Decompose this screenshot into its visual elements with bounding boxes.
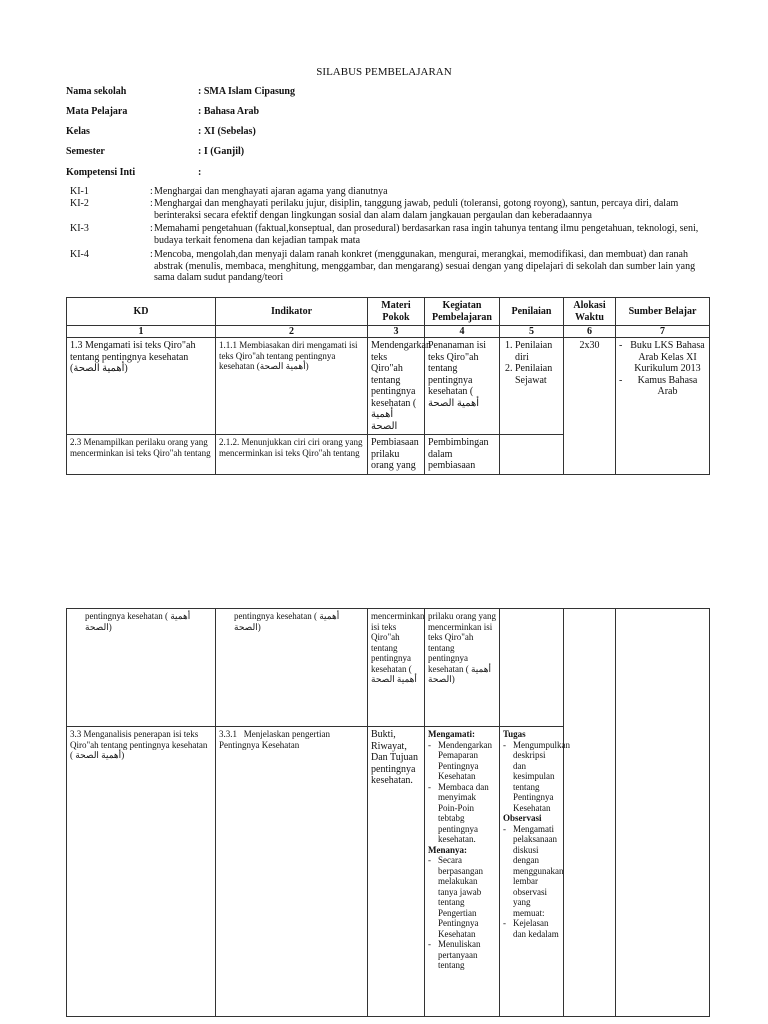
meta-label-ki: Kompetensi Inti	[66, 167, 136, 178]
table-row	[67, 338, 710, 435]
header-alokasi: Alokasi Waktu	[564, 298, 616, 326]
cell-kegiatan: Pembimbingan dalam pembiasaan	[425, 435, 500, 475]
header-indikator: Indikator	[216, 298, 368, 326]
cell-penilaian	[500, 338, 564, 435]
cell-alokasi	[564, 609, 616, 1017]
list-item: - Mengamati pelaksanaan diskusi dengan menggunakan lembar observasi yang memuat:	[503, 824, 560, 919]
cell-kd: 2.3 Menampilkan perilaku orang yang mencerminkan isi teks Qiro"ah tentang	[67, 435, 216, 475]
cell-indikator: 2.1.2. Menunjukkan ciri ciri orang yang mencerminkan isi teks Qiro"ah tentang	[216, 435, 368, 475]
ki-text: Menghargai dan menghayati ajaran agama yang dianutnya	[154, 186, 388, 197]
ki-text: Mencoba, mengolah,dan menyaji dalam ranah konkret (menggunakan, mengurai, merangkai, memodifikasi, dan membuat) dan ranah abstrak (menulis, membaca, menghitung, menggambar, dan mengarang) sesuai dengan yang dipelajari di sekolah dan sumber lain yang sama dalam sudut pandang/teori	[154, 249, 696, 283]
meta-value-semester: : I (Ganjil)	[198, 146, 245, 157]
cell-sumber	[616, 609, 710, 1017]
observasi-label: Observasi	[503, 813, 542, 823]
ki-code: KI-4	[70, 249, 89, 260]
cell-indikator: pentingnya kesehatan ( أهمية الصحة)	[216, 609, 368, 727]
cell-kegiatan: Penanaman isi teks Qiro"ah tentang pentingnya kesehatan ( أهمية الصحة	[425, 338, 500, 435]
column-number: 3	[368, 326, 425, 338]
column-number: 7	[616, 326, 710, 338]
meta-value-subject: : Bahasa Arab	[198, 106, 260, 117]
cell-materi: Bukti, Riwayat, Dan Tujuan pentingnya kesehatan.	[368, 727, 425, 1017]
list-item: - Secara berpasangan melakukan tanya jawab tentang Pengertian Pentingnya Kesehatan	[428, 855, 496, 939]
cell-indikator: 1.1.1 Membiasakan diri mengamati isi teks Qiro"ah tentang pentingnya kesehatan (أهمية الصحة)	[216, 338, 368, 435]
menanya-label: Menanya:	[428, 844, 467, 855]
ki-text: Memahami pengetahuan (faktual,konseptual, dan prosedural) berdasarkan rasa ingin tahunya tentang ilmu pengetahuan, teknologi, seni, budaya terkait fenomena dan kejadian tampak mata	[154, 223, 699, 246]
meta-label-semester: Semester	[66, 146, 105, 157]
tugas-label: Tugas	[503, 729, 526, 739]
meta-value-school: : SMA Islam Cipasung	[198, 86, 295, 97]
cell-penilaian	[500, 609, 564, 727]
list-item: - Membaca dan menyimak Poin-Poin tebtabg pentingnya kesehatan.	[428, 782, 496, 845]
header-kegiatan: Kegiatan Pembelajaran	[425, 298, 500, 326]
meta-label-class: Kelas	[66, 126, 90, 137]
column-number: 1	[67, 326, 216, 338]
cell-materi: Pembiasaan prilaku orang yang	[368, 435, 425, 475]
column-number: 2	[216, 326, 368, 338]
indikator-text: Menjelaskan pengertian Pentingnya Kesehatan	[219, 729, 330, 750]
syllabus-table-page-2	[66, 608, 710, 1017]
list-item: - Kamus Bahasa Arab	[619, 375, 706, 398]
cell-materi: mencerminkan isi teks Qiro"ah tentang pentingnya kesehatan ( أهمية الصحة	[368, 609, 425, 727]
cell-kd: pentingnya kesehatan ( أهمية الصحة)	[67, 609, 216, 727]
cell-penilaian	[500, 727, 570, 1017]
list-item: 1. Penilaian diri	[515, 340, 560, 363]
list-item: - Mendengarkan Pemaparan Pentingnya Kesehatan	[428, 740, 496, 782]
header-sumber: Sumber Belajar	[616, 298, 710, 326]
ki-code: KI-2	[70, 198, 89, 209]
cell-alokasi: 2x30	[564, 338, 616, 475]
cell-indikator	[216, 727, 368, 1017]
ki-code: KI-1	[70, 186, 89, 197]
cell-penilaian	[500, 435, 564, 475]
mengamati-label: Mengamati:	[428, 729, 475, 739]
cell-kegiatan: prilaku orang yang mencerminkan isi teks Qiro"ah tentang pentingnya kesehatan ( أهمية الصحة)	[425, 609, 500, 727]
header-materi: Materi Pokok	[368, 298, 425, 326]
document-title: SILABUS PEMBELAJARAN	[316, 66, 452, 78]
cell-sumber	[616, 338, 710, 475]
syllabus-table-page-1	[66, 297, 710, 475]
meta-value-ki: :	[198, 167, 202, 178]
cell-materi: Mendengarkan teks Qiro"ah tentang pentingnya kesehatan ( أهمية الصحة	[368, 338, 425, 435]
list-item: - Menuliskan pertanyaan tentang	[428, 939, 496, 971]
meta-label-school: Nama sekolah	[66, 86, 127, 97]
header-kd: KD	[67, 298, 216, 326]
meta-value-class: : XI (Sebelas)	[198, 126, 256, 137]
meta-label-subject: Mata Pelajara	[66, 106, 128, 117]
list-item: - Mengumpulkan deskripsi dan kesimpulan tentang Pentingnya Kesehatan	[503, 740, 560, 814]
list-item: - Buku LKS Bahasa Arab Kelas XI Kurikulum 2013	[619, 340, 706, 375]
cell-kd: 1.3 Mengamati isi teks Qiro"ah tentang pentingnya kesehatan (أهمية الصحة)	[67, 338, 216, 435]
list-item: - Kejelasan dan kedalam	[503, 918, 560, 939]
column-number: 4	[425, 326, 500, 338]
indikator-number: 3.3.1	[219, 729, 237, 739]
table-row	[67, 609, 710, 727]
column-number: 5	[500, 326, 564, 338]
cell-kegiatan	[425, 727, 500, 1017]
header-penilaian: Penilaian	[500, 298, 564, 326]
cell-kd: 3.3 Menganalisis penerapan isi teks Qiro"ah tentang pentingnya kesehatan ( أهمية الصحة)	[67, 727, 216, 1017]
ki-code: KI-3	[70, 223, 89, 234]
column-number: 6	[564, 326, 616, 338]
ki-text: Menghargai dan menghayati perilaku jujur, disiplin, tanggung jawab, peduli (toleransi, gotong royong), santun, percaya diri, dalam berinteraksi secara efektif dengan lingkungan sosial dan alam dalam jangkauan pergaulan dan keberadaannya	[154, 198, 679, 221]
list-item: 2. Penilaian Sejawat	[515, 363, 560, 386]
